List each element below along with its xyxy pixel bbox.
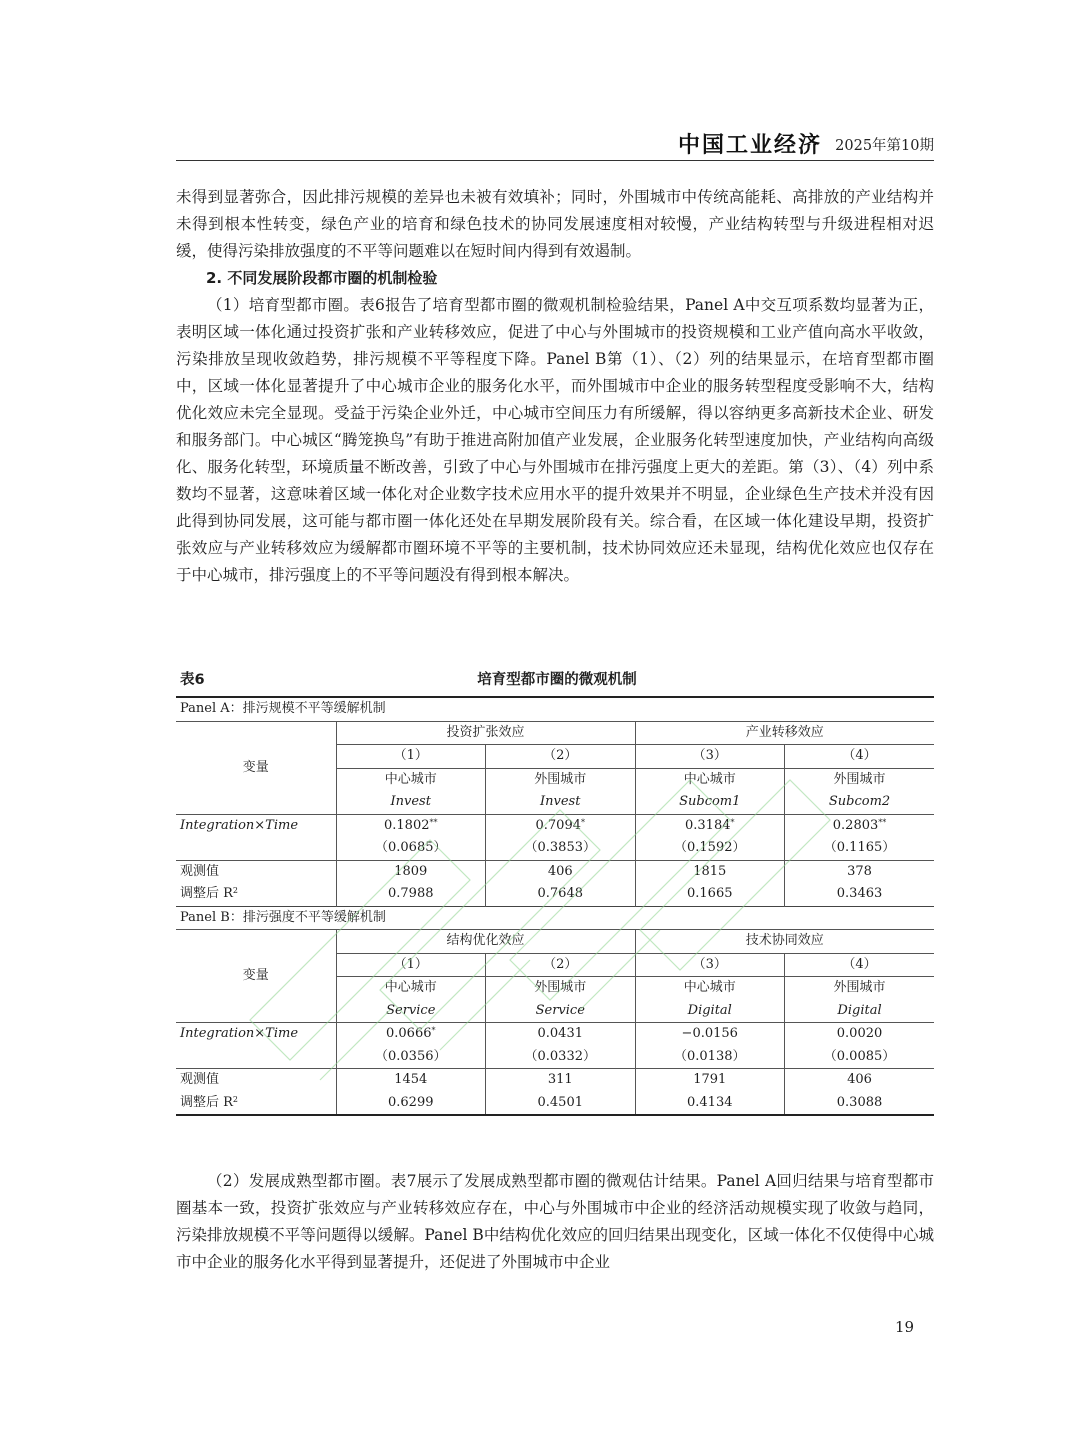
coef-cell: −0.0156 <box>635 1023 785 1046</box>
se-cell: （0.0685） <box>336 837 486 860</box>
se-cell: （0.1592） <box>635 837 785 860</box>
se-cell: （0.0356） <box>336 1046 486 1069</box>
row-label-obs: 观测值 <box>176 1069 336 1092</box>
variable-header: 变量 <box>176 721 336 814</box>
obs-cell: 1809 <box>336 860 486 883</box>
col-num: （4） <box>785 953 935 977</box>
row-label-interaction: Integration×Time <box>176 814 336 837</box>
table-6 <box>176 696 934 1116</box>
paragraph-nurturing: （1）培育型都市圈。表6报告了培育型都市圈的微观机制检验结果，Panel A中交互项系数均显著为正，表明区域一体化通过投资扩张和产业转移效应，促进了中心与外围城市的投资规模和工业产值向高水平收敛，污染排放呈现收敛趋势，排污规模不平等程度下降。Panel B第（1）、（2）列的结果显示，在培育型都市圈中，区域一体化显著提升了中心城市企业的服务化水平，而外围城市中企业的服务转型程度受影响不大，结构优化效应未完全显现。受益于污染企业外迁，中心城市空间压力有所缓解，得以容纳更多高新技术企业、研发和服务部门。中心城区“腾笼换鸟”有助于推进高附加值产业发展，企业服务化转型速度加快，产业结构向高级化、服务化转型，环境质量不断改善，引致了中心与外围城市在排污强度上更大的差距。第（3）、（4）列中系数均不显著，这意味着区域一体化对企业数字技术应用水平的提升效果并不明显，企业绿色生产技术并没有因此得到协同发展，这可能与都市圈一体化还处在早期发展阶段有关。综合看，在区域一体化建设早期，投资扩张效应与产业转移效应为缓解都市圈环境不平等的主要机制，技术协同效应还未显现，结构优化效应也仅存在于中心城市，排污强度上的不平等问题没有得到根本解决。 <box>176 296 934 584</box>
table-row <box>176 883 934 906</box>
col-num: （3） <box>635 953 785 977</box>
coef-cell: 0.0666* <box>336 1023 486 1046</box>
issue-label: 2025年第10期 <box>835 138 934 154</box>
coef-cell: 0.3184* <box>635 814 785 837</box>
row-label-r2: 调整后 $R^2$ <box>180 886 239 902</box>
r2-cell: 0.4134 <box>635 1092 785 1116</box>
r2-cell: 0.1665 <box>635 883 785 906</box>
r2-cell: 0.3463 <box>785 883 935 906</box>
col-var: Service <box>336 1000 486 1023</box>
col-var: Subcom2 <box>785 791 935 814</box>
col-city: 中心城市 <box>336 768 486 791</box>
group-header: 结构优化效应 <box>336 930 635 954</box>
group-header: 技术协同效应 <box>635 930 934 954</box>
obs-cell: 378 <box>785 860 935 883</box>
table-row <box>176 837 934 860</box>
col-num: （1） <box>336 953 486 977</box>
table-row <box>176 1092 934 1116</box>
table-row <box>176 860 934 883</box>
obs-cell: 406 <box>486 860 636 883</box>
se-cell: （0.1165） <box>785 837 935 860</box>
body-text-top <box>176 184 934 589</box>
r2-cell: 0.3088 <box>785 1092 935 1116</box>
group-header: 产业转移效应 <box>635 721 934 745</box>
panel-b-row <box>176 906 934 930</box>
coef-cell: 0.0431 <box>486 1023 636 1046</box>
row-label-obs: 观测值 <box>176 860 336 883</box>
col-var: Digital <box>635 1000 785 1023</box>
se-cell: （0.0138） <box>635 1046 785 1069</box>
obs-cell: 406 <box>785 1069 935 1092</box>
r2-cell: 0.4501 <box>486 1092 636 1116</box>
body-text-bottom <box>176 1168 934 1276</box>
col-var: Invest <box>336 791 486 814</box>
se-cell: （0.3853） <box>486 837 636 860</box>
coef-cell: 0.7094* <box>486 814 636 837</box>
row-label-r2: 调整后 $R^2$ <box>176 1092 336 1116</box>
table-caption <box>180 668 934 692</box>
r2-cell: 0.6299 <box>336 1092 486 1116</box>
coef-cell: 0.1802** <box>336 814 486 837</box>
col-city: 中心城市 <box>336 977 486 1000</box>
table-row <box>176 930 934 954</box>
obs-cell: 311 <box>486 1069 636 1092</box>
se-cell: （0.0332） <box>486 1046 636 1069</box>
table-row <box>176 1046 934 1069</box>
se-cell: （0.0085） <box>785 1046 935 1069</box>
group-header: 投资扩张效应 <box>336 721 635 745</box>
page-number: 19 <box>895 1318 915 1336</box>
paragraph-mature: （2）发展成熟型都市圈。表7展示了发展成熟型都市圈的微观估计结果。Panel A回归结果与培育型都市圈基本一致，投资扩张效应与产业转移效应存在，中心与外围城市中企业的经济活动规模实现了收敛与趋同，污染排放规模不平等问题得以缓解。Panel B中结构优化效应的回归结果出现变化，区域一体化不仅使得中心城市中企业的服务化水平得到显著提升，还促进了外围城市中企业 <box>176 1172 934 1271</box>
col-num: （3） <box>635 745 785 769</box>
table-number: 表6 <box>180 672 205 688</box>
running-header <box>176 128 934 160</box>
panel-b-title: Panel B：排污强度不平等缓解机制 <box>176 906 934 930</box>
r2-cell: 0.7648 <box>486 883 636 906</box>
row-label-interaction: Integration×Time <box>176 1023 336 1046</box>
col-city: 外围城市 <box>785 977 935 1000</box>
col-num: （4） <box>785 745 935 769</box>
col-num: （1） <box>336 745 486 769</box>
col-var: Service <box>486 1000 636 1023</box>
variable-header: 变量 <box>176 930 336 1023</box>
coef-cell: 0.2803** <box>785 814 935 837</box>
section-heading: 2. 不同发展阶段都市圈的机制检验 <box>206 269 438 287</box>
col-city: 中心城市 <box>635 768 785 791</box>
col-var: Subcom1 <box>635 791 785 814</box>
header-rule <box>176 160 934 161</box>
col-num: （2） <box>486 953 636 977</box>
obs-cell: 1454 <box>336 1069 486 1092</box>
coef-cell: 0.0020 <box>785 1023 935 1046</box>
col-city: 外围城市 <box>486 977 636 1000</box>
col-var: Invest <box>486 791 636 814</box>
col-city: 外围城市 <box>785 768 935 791</box>
r2-cell: 0.7988 <box>336 883 486 906</box>
col-var: Digital <box>785 1000 935 1023</box>
col-num: （2） <box>486 745 636 769</box>
paragraph-continued: 未得到显著弥合，因此排污规模的差异也未被有效填补；同时，外围城市中传统高能耗、高排放的产业结构并未得到根本性转变，绿色产业的培育和绿色技术的协同发展速度相对较慢，产业结构转型与升级进程相对迟缓，使得污染排放强度的不平等问题难以在短时间内得到有效遏制。 <box>176 188 934 260</box>
col-city: 中心城市 <box>635 977 785 1000</box>
panel-a-row <box>176 697 934 721</box>
table-row <box>176 721 934 745</box>
journal-name: 中国工业经济 <box>677 132 822 158</box>
obs-cell: 1791 <box>635 1069 785 1092</box>
col-city: 外围城市 <box>486 768 636 791</box>
panel-a-title: Panel A：排污规模不平等缓解机制 <box>176 697 934 721</box>
table-row <box>176 1023 934 1046</box>
table-row <box>176 1069 934 1092</box>
obs-cell: 1815 <box>635 860 785 883</box>
table-title: 培育型都市圈的微观机制 <box>477 672 637 688</box>
table-row <box>176 814 934 837</box>
